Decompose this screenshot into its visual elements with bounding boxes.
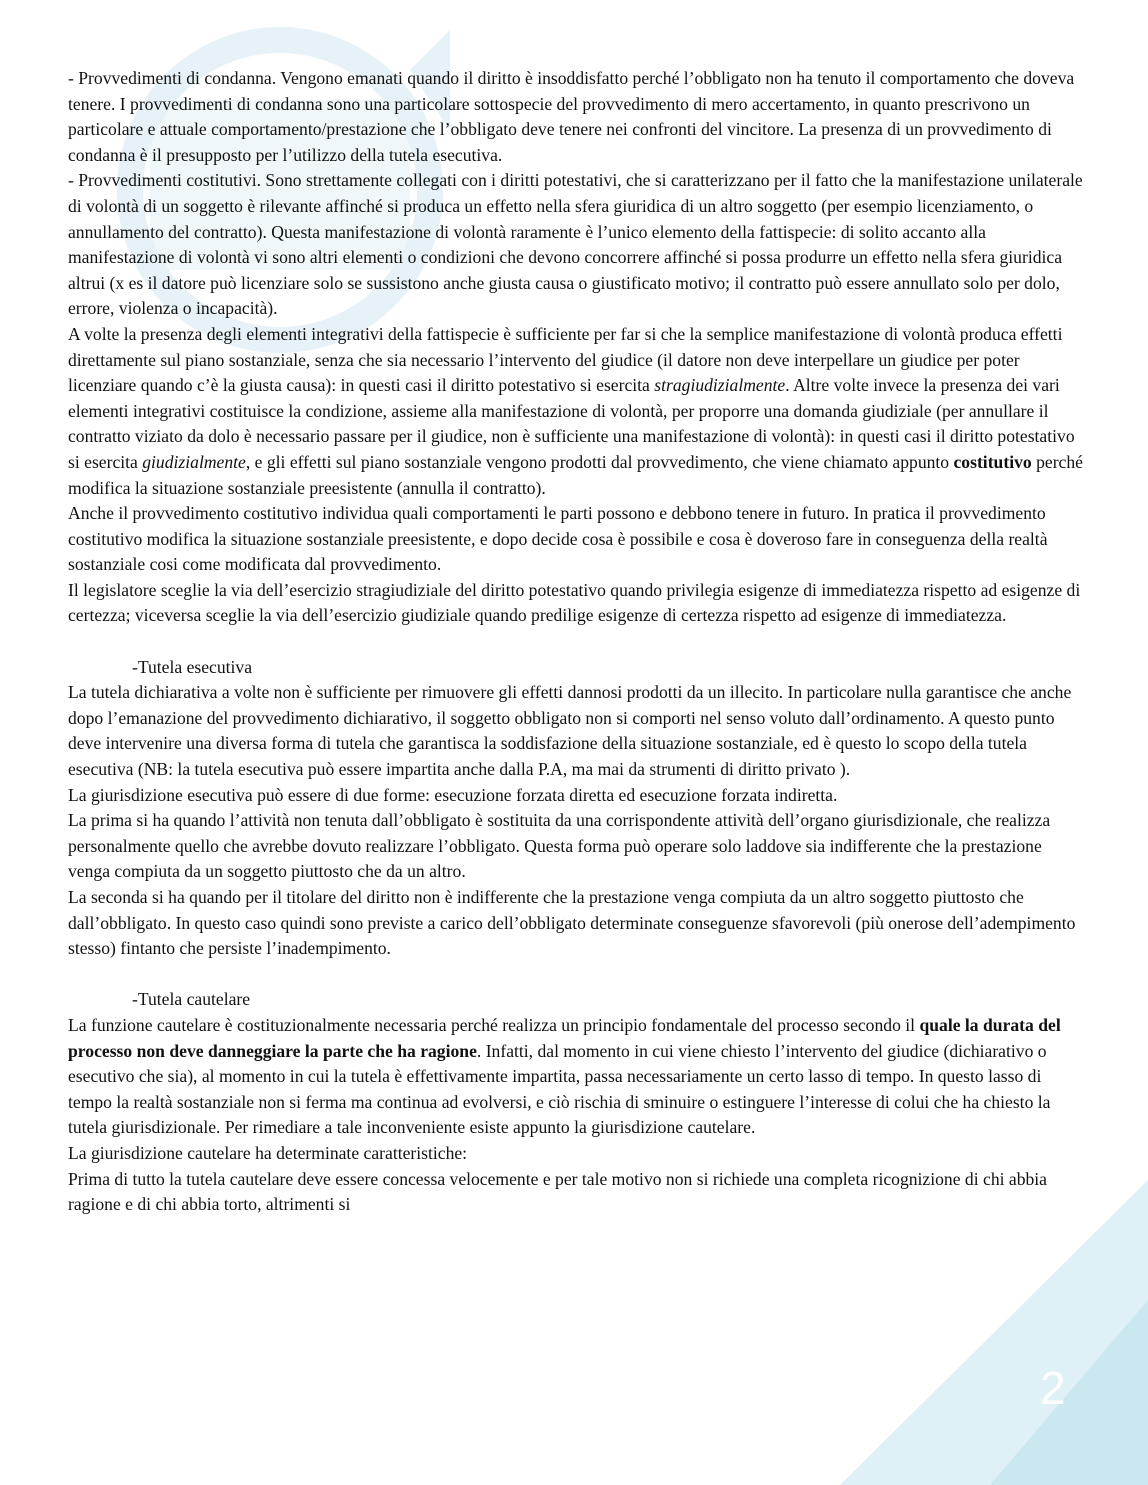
page-number: 2 xyxy=(1040,1362,1066,1414)
bold-term: quale la durata del processo non deve danneggiare la parte che ha ragione xyxy=(68,1014,1061,1061)
text-run: A volte la presenza degli elementi integrativi della fattispecie è sufficiente per far si che la semplice manifestazione di volontà produca effetti direttamente sul piano sostanziale, senza che sia necessario l’intervento del giudice (il datore non deve interpellare un giudice per poter licenziare quando c’è la giusta causa): in questi casi il diritto potestativo si esercita xyxy=(68,323,1063,396)
paragraph-costitutivo-futuro: Anche il provvedimento costitutivo individua quali comportamenti le parti possono e debbono tenere in futuro. In pratica il provvedimento costitutivo modifica la situazione sostanziale preesistente, e dopo decide cosa è possibile e cosa è doveroso fare in conseguenza della realtà sostanziale cosi come modificata dal provvedimento. xyxy=(68,503,1048,575)
text-run: perché modifica la situazione sostanziale preesistente (annulla il contratto). xyxy=(68,451,1083,498)
bold-term: costitutivo xyxy=(953,451,1032,472)
paragraph-costitutivi: - Provvedimenti costitutivi. Sono strettamente collegati con i diritti potestativi, che si caratterizzano per il fatto che la manifestazione unilaterale di volontà di un soggetto è rilevante affinché si produca un effetto nella sfera giuridica di un altro soggetto (per esempio licenziamento, o annullamento del contratto). Questa manifestazione di volontà raramente è l’unico elemento della fattispecie: di solito accanto alla manifestazione di volontà vi sono altri elementi o condizioni che devono concorrere affinché si possa produrre un effetto nella sfera giuridica altrui (x es il datore può licenziare solo se sussistono anche giusta causa o giustificato motivo; il contratto può essere annullato solo per dolo, errore, violenza o incapacità). xyxy=(68,170,1083,319)
document-body xyxy=(68,66,1083,1218)
paragraph-esercizio xyxy=(68,322,1083,501)
paragraph-caratteristiche: La giurisdizione cautelare ha determinate caratteristiche: xyxy=(68,1142,468,1163)
text-run: La funzione cautelare è costituzionalmente necessaria perché realizza un principio fondamentale del processo secondo il xyxy=(68,1014,920,1035)
blank-line xyxy=(68,962,1083,988)
heading-tutela-cautelare: -Tutela cautelare xyxy=(132,989,251,1010)
paragraph-seconda-forma: La seconda si ha quando per il titolare del diritto non è indifferente che la prestazione venga compiuta da un altro soggetto piuttosto che dall’obbligato. In questo caso quindi sono previste a carico dell’obbligato determinate conseguenze sfavorevoli (più onerose dell’adempimento stesso) fintanto che persiste l’inadempimento. xyxy=(68,887,1076,959)
paragraph-condanna: - Provvedimenti di condanna. Vengono emanati quando il diritto è insoddisfatto perché l’obbligato non ha tenuto il comportamento che doveva tenere. I provvedimenti di condanna sono una particolare sottospecie del provvedimento di mero accertamento, in quanto prescrivono un particolare e attuale comportamento/prestazione che l’obbligato deve tenere nei confronti del vincitore. La presenza di un provvedimento di condanna è il presupposto per l’utilizzo della tutela esecutiva. xyxy=(68,68,1075,165)
paragraph-funzione-cautelare xyxy=(68,1013,1083,1141)
text-run: . Infatti, dal momento in cui viene chiesto l’intervento del giudice (dichiarativo o esecutivo che sia), al momento in cui la tutela è effettivamente impartita, passa necessariamente un certo lasso di tempo. In questo lasso di tempo la realtà sostanziale non si ferma ma continua ad evolversi, e ciò rischia di sminuire o estinguere l’interesse di colui che ha chiesto la tutela giurisdizionale. Per rimediare a tale inconveniente esiste appunto la giurisdizione cautelare. xyxy=(68,1040,1051,1138)
blank-line xyxy=(68,629,1083,655)
paragraph-velocita: Prima di tutto la tutela cautelare deve essere concessa velocemente e per tale motivo non si richiede una completa ricognizione di chi abbia ragione e di chi abbia torto, altrimenti si xyxy=(68,1168,1047,1215)
paragraph-tutela-dichiarativa: La tutela dichiarativa a volte non è sufficiente per rimuovere gli effetti dannosi prodotti da un illecito. In particolare nulla garantisce che anche dopo l’emanazione del provvedimento dichiarativo, il soggetto obbligato non si comporti nel senso voluto dall’ordinamento. A questo punto deve intervenire una diversa forma di tutela che garantisca la soddisfazione della situazione sostanziale, ed è questo lo scopo della tutela esecutiva (NB: la tutela esecutiva può essere impartita anche dalla P.A, ma mai da strumenti di diritto privato ). xyxy=(68,682,1072,780)
paragraph-prima-forma: La prima si ha quando l’attività non tenuta dall’obbligato è sostituita da una corrispondente attività dell’organo giurisdizionale, che realizza personalmente quello che avrebbe dovuto realizzare l’obbligato. Questa forma può operare solo laddove sia indifferente che la prestazione venga compiuta da un soggetto piuttosto che da un altro. xyxy=(68,810,1051,882)
paragraph-forme: La giurisdizione esecutiva può essere di due forme: esecuzione forzata diretta ed esecuzione forzata indiretta. xyxy=(68,784,838,805)
heading-tutela-esecutiva: -Tutela esecutiva xyxy=(132,656,253,677)
text-run: . Altre volte invece la presenza dei vari elementi integrativi costituisce la condizione, assieme alla manifestazione di volontà, per proporre una domanda giudiziale (per annullare il contratto viziato da dolo è necessario passare per il giudice, non è sufficiente una manifestazione di volontà): in questi casi il diritto potestativo si esercita xyxy=(68,375,1075,472)
italic-term: stragiudizialmente xyxy=(654,375,786,396)
text-run: , e gli effetti sul piano sostanziale vengono prodotti dal provvedimento, che viene chiamato appunto xyxy=(245,451,954,472)
paragraph-legislatore: Il legislatore sceglie la via dell’esercizio stragiudiziale del diritto potestativo quando privilegia esigenze di immediatezza rispetto ad esigenze di certezza; viceversa sceglie la via dell’esercizio giudiziale quando predilige esigenze di certezza rispetto ad esigenze di immediatezza. xyxy=(68,579,1081,626)
italic-term: giudizialmente xyxy=(142,451,246,472)
